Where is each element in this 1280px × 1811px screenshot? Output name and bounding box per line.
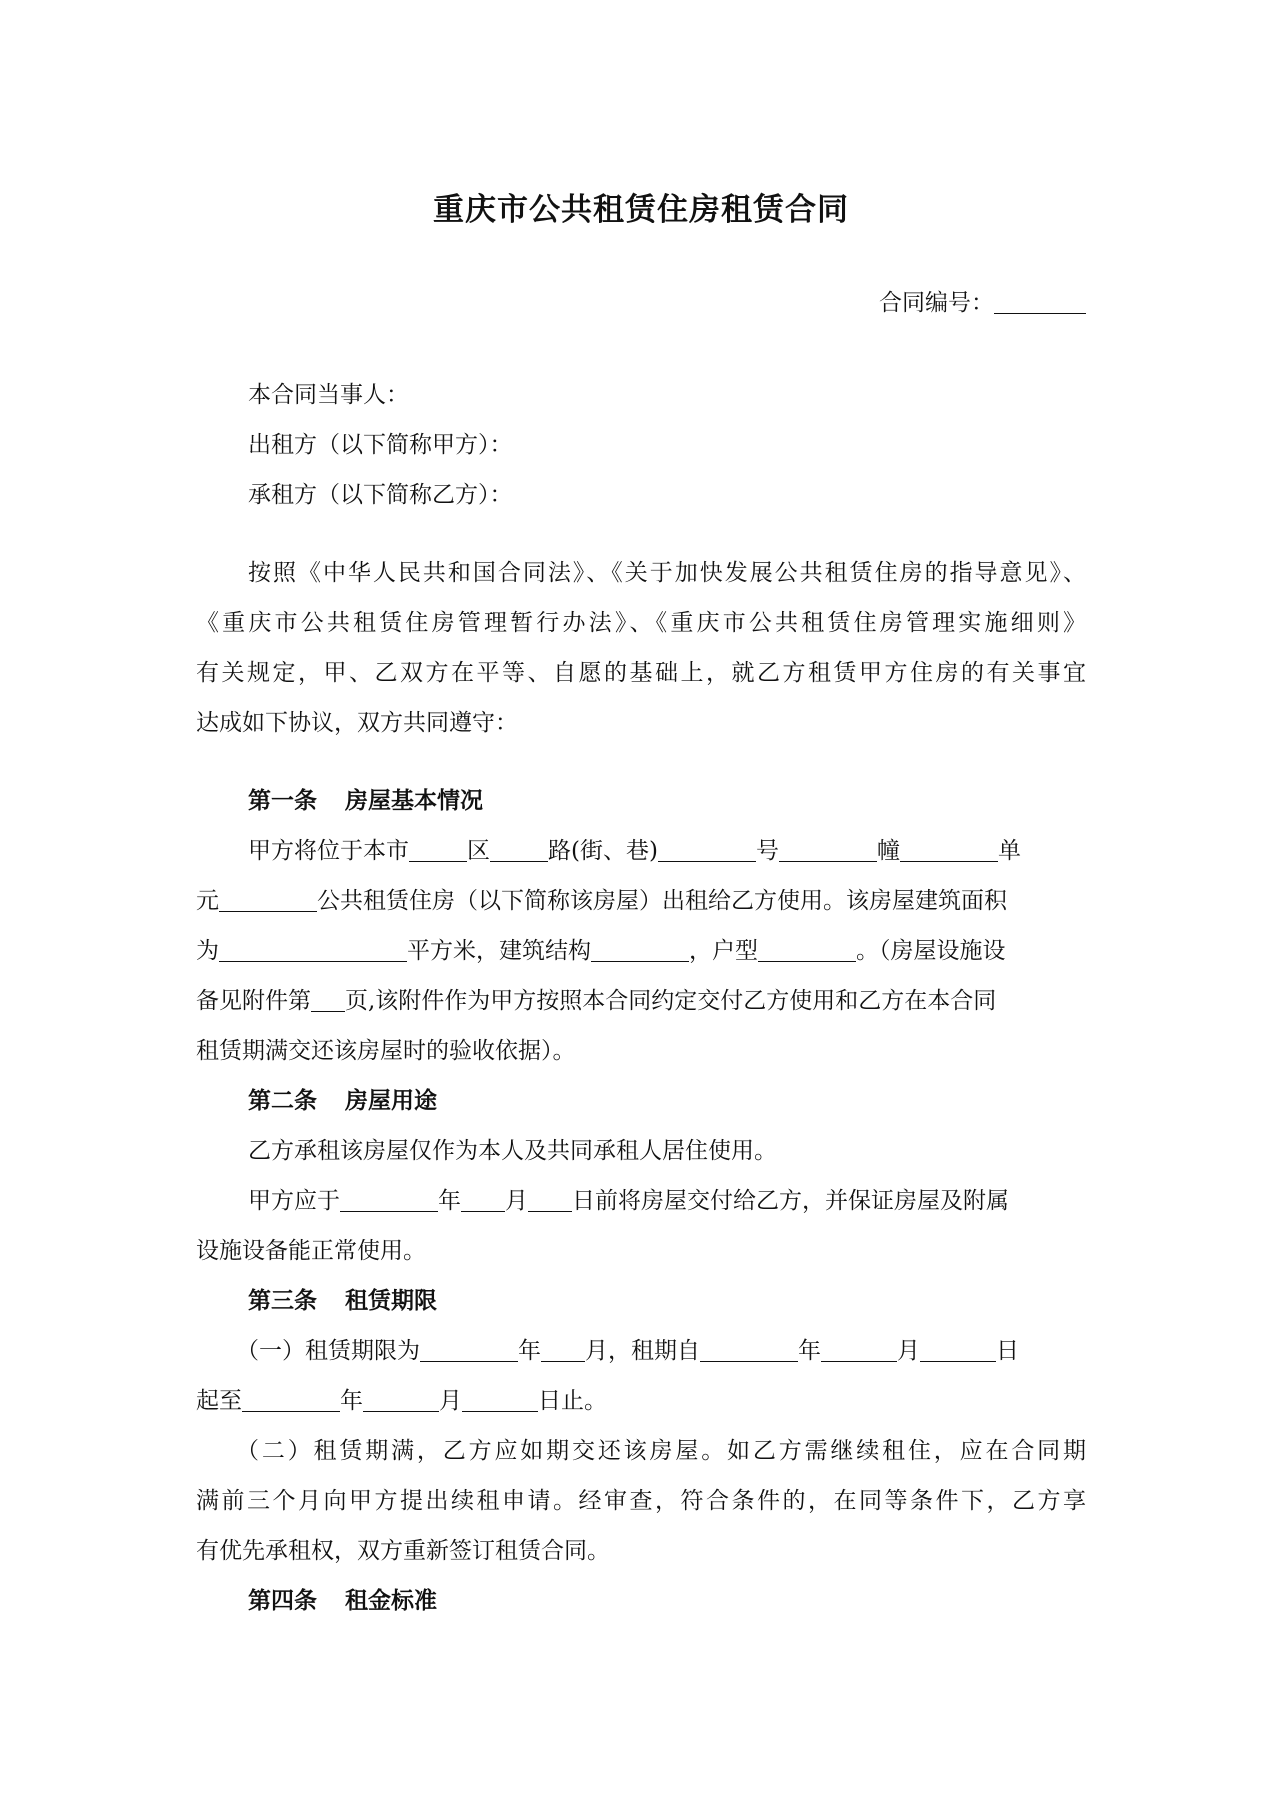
term-years-blank[interactable] <box>420 1335 518 1362</box>
road-blank[interactable] <box>490 835 548 862</box>
end-year-blank[interactable] <box>242 1385 340 1412</box>
layout-blank[interactable] <box>758 935 856 962</box>
district-blank[interactable] <box>409 835 467 862</box>
document-title: 重庆市公共租赁住房租赁合同 <box>433 192 849 228</box>
start-year-blank[interactable] <box>700 1335 798 1362</box>
preamble-line-4: 达成如下协议，双方共同遵守： <box>196 710 518 736</box>
document-page <box>196 0 1086 1811</box>
structure-blank[interactable] <box>591 935 689 962</box>
article-3-heading: 第三条 租赁期限 <box>248 1288 437 1314</box>
delivery-month-blank[interactable] <box>461 1185 505 1212</box>
start-month-blank[interactable] <box>821 1335 897 1362</box>
article-3-clause-1: （一）租赁期限为 年 月，租期自 年 月 日 <box>196 1326 1086 1376</box>
spacer <box>196 520 1086 548</box>
article-2-para-2: 甲方应于 年 月 日前将房屋交付给乙方，并保证房屋及附属 <box>196 1176 1086 1226</box>
area-blank[interactable] <box>219 935 407 962</box>
article-1-line-2: 元 公共租赁住房（以下简称该房屋）出租给乙方使用。该房屋建筑面积 <box>196 876 1086 926</box>
end-day-blank[interactable] <box>462 1385 538 1412</box>
room-blank[interactable] <box>219 885 317 912</box>
attachment-page-blank[interactable] <box>311 985 345 1012</box>
unit-blank[interactable] <box>900 835 998 862</box>
preamble-line-3: 有关规定，甲、乙双方在平等、自愿的基础上，就乙方租赁甲方住房的有关事宜 <box>196 660 1086 686</box>
parties-intro: 本合同当事人： <box>248 382 409 408</box>
number-blank[interactable] <box>658 835 756 862</box>
article-1-line-1: 甲方将位于本市 区 路(街、巷) 号 幢 单 <box>196 826 1086 876</box>
lessee-line: 承租方（以下简称乙方）： <box>248 482 513 508</box>
preamble-line-1: 按照《中华人民共和国合同法》、《关于加快发展公共租赁住房的指导意见》、 <box>248 560 1086 586</box>
end-month-blank[interactable] <box>363 1385 439 1412</box>
contract-number <box>879 286 1086 320</box>
article-3-clause-2-line-2: 满前三个月向甲方提出续租申请。经审查，符合条件的，在同等条件下，乙方享 <box>196 1488 1086 1514</box>
preamble-line-2: 《重庆市公共租赁住房管理暂行办法》、《重庆市公共租赁住房管理实施细则》 <box>196 610 1086 636</box>
delivery-day-blank[interactable] <box>528 1185 572 1212</box>
article-2-para-1: 乙方承租该房屋仅作为本人及共同承租人居住使用。 <box>248 1138 777 1164</box>
article-3-clause-2-line-3: 有优先承租权，双方重新签订租赁合同。 <box>196 1538 610 1564</box>
building-blank[interactable] <box>779 835 877 862</box>
article-3-clause-2-line-1: （二）租赁期满，乙方应如期交还该房屋。如乙方需继续租住，应在合同期 <box>236 1438 1086 1464</box>
article-1-line-5: 租赁期满交还该房屋时的验收依据）。 <box>196 1038 576 1064</box>
spacer <box>196 748 1086 776</box>
contract-number-blank[interactable] <box>994 287 1086 314</box>
lessor-line: 出租方（以下简称甲方）： <box>248 432 513 458</box>
start-day-blank[interactable] <box>920 1335 996 1362</box>
article-1-line-4: 备见附件第 页,该附件作为甲方按照本合同约定交付乙方使用和乙方在本合同 <box>196 976 1086 1026</box>
contract-number-label: 合同编号： <box>879 290 994 316</box>
term-months-blank[interactable] <box>541 1335 585 1362</box>
article-4-heading: 第四条 租金标准 <box>248 1588 437 1614</box>
article-3-clause-1-cont: 起至 年 月 日止。 <box>196 1376 1086 1426</box>
delivery-year-blank[interactable] <box>340 1185 438 1212</box>
article-2-para-2-cont: 设施设备能正常使用。 <box>196 1238 426 1264</box>
article-2-heading: 第二条 房屋用途 <box>248 1088 437 1114</box>
article-1-line-3: 为 平方米，建筑结构 ，户型 。（房屋设施设 <box>196 926 1086 976</box>
article-1-heading: 第一条 房屋基本情况 <box>248 788 483 814</box>
document-body <box>196 370 1086 1626</box>
